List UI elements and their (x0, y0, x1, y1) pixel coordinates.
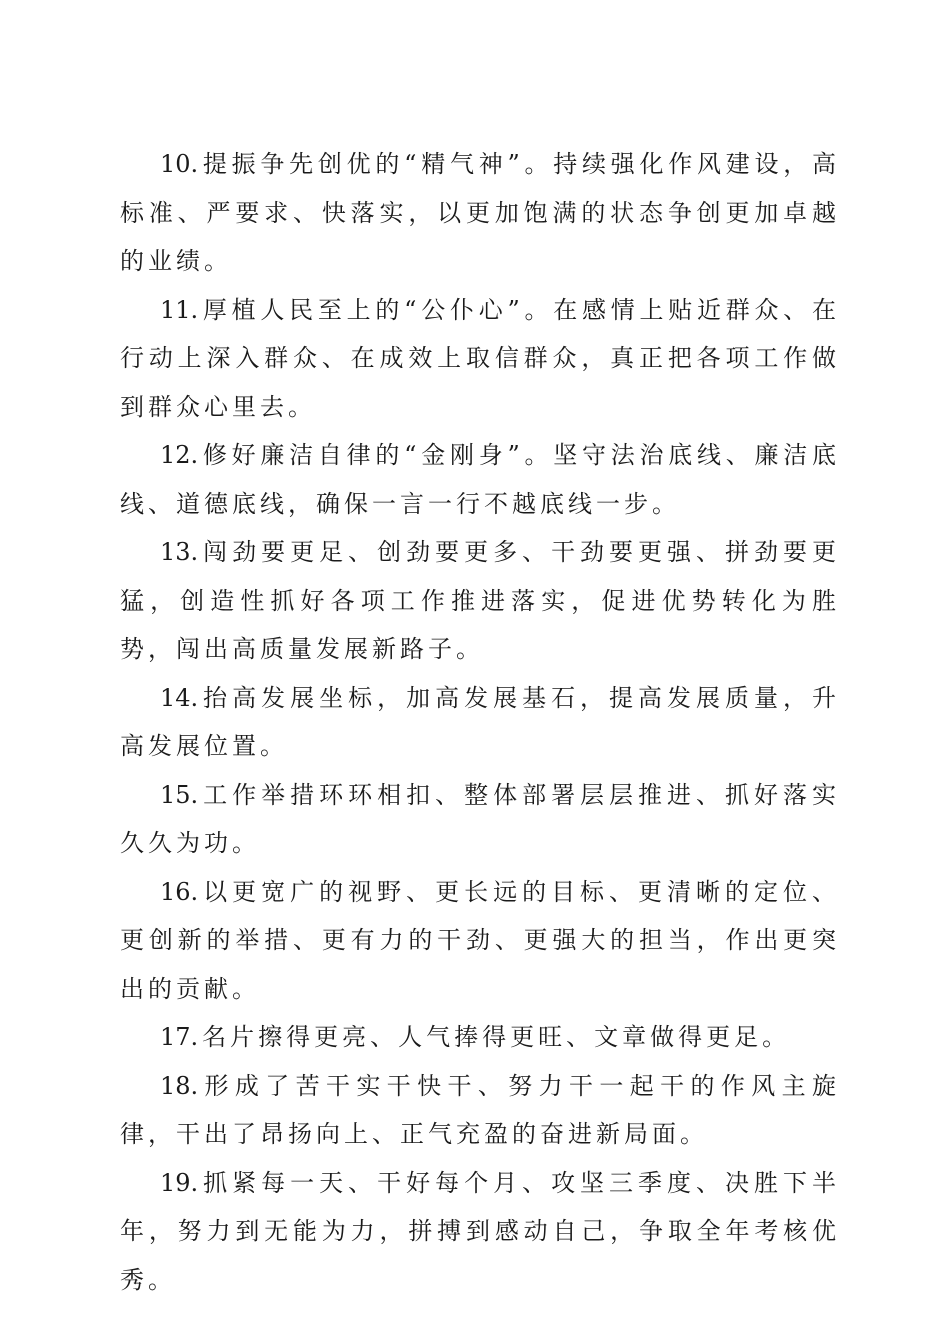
paragraph-text: 闯劲要更足、创劲要更多、干劲要更强、拼劲要更猛，创造性抓好各项工作推进落实，促进优势转化为胜势，闯出高质量发展新路子。 (120, 538, 840, 663)
paragraph-number: 11. (160, 295, 199, 324)
paragraph-13 (120, 528, 840, 674)
paragraph-text: 形成了苦干实干快干、努力干一起干的作风主旋律，干出了昂扬向上、正气充盈的奋进新局面。 (120, 1071, 840, 1148)
document-body (120, 140, 840, 1304)
paragraph-number: 12. (160, 441, 199, 469)
paragraph-text: 抓紧每一天、干好每个月、攻坚三季度、决胜下半年，努力到无能为力，拼搏到感动自己，争取全年考核优秀。 (120, 1168, 840, 1294)
paragraph-number: 10. (160, 150, 199, 178)
paragraph-15 (120, 771, 840, 868)
paragraph-text: 工作举措环环相扣、整体部署层层推进、抓好落实久久为功。 (120, 780, 840, 857)
paragraph-number: 14. (160, 683, 199, 712)
paragraph-10 (120, 140, 840, 286)
paragraph-number: 17. (160, 1023, 199, 1051)
paragraph-number: 18. (160, 1071, 199, 1100)
paragraph-number: 19. (160, 1168, 199, 1197)
paragraph-text: 提振争先创优的“精气神”。持续强化作风建设，高标准、严要求、快落实，以更加饱满的状态争创更加卓越的业绩。 (120, 150, 840, 275)
paragraph-text: 以更宽广的视野、更长远的目标、更清晰的定位、更创新的举措、更有力的干劲、更强大的担当，作出更突出的贡献。 (120, 877, 840, 1003)
paragraph-17 (120, 1013, 840, 1062)
paragraph-number: 13. (160, 538, 199, 566)
paragraph-text: 抬高发展坐标，加高发展基石，提高发展质量，升高发展位置。 (120, 683, 840, 760)
paragraph-12 (120, 431, 840, 528)
paragraph-number: 15. (160, 780, 199, 809)
paragraph-19 (120, 1159, 840, 1305)
paragraph-text: 厚植人民至上的“公仆心”。在感情上贴近群众、在行动上深入群众、在成效上取信群众，真正把各项工作做到群众心里去。 (120, 295, 840, 421)
paragraph-14 (120, 674, 840, 771)
paragraph-text: 修好廉洁自律的“金刚身”。坚守法治底线、廉洁底线、道德底线，确保一言一行不越底线一步。 (120, 441, 840, 518)
paragraph-text: 名片擦得更亮、人气捧得更旺、文章做得更足。 (202, 1023, 791, 1051)
paragraph-16 (120, 868, 840, 1014)
paragraph-11 (120, 286, 840, 432)
paragraph-number: 16. (160, 877, 199, 906)
paragraph-18 (120, 1062, 840, 1159)
